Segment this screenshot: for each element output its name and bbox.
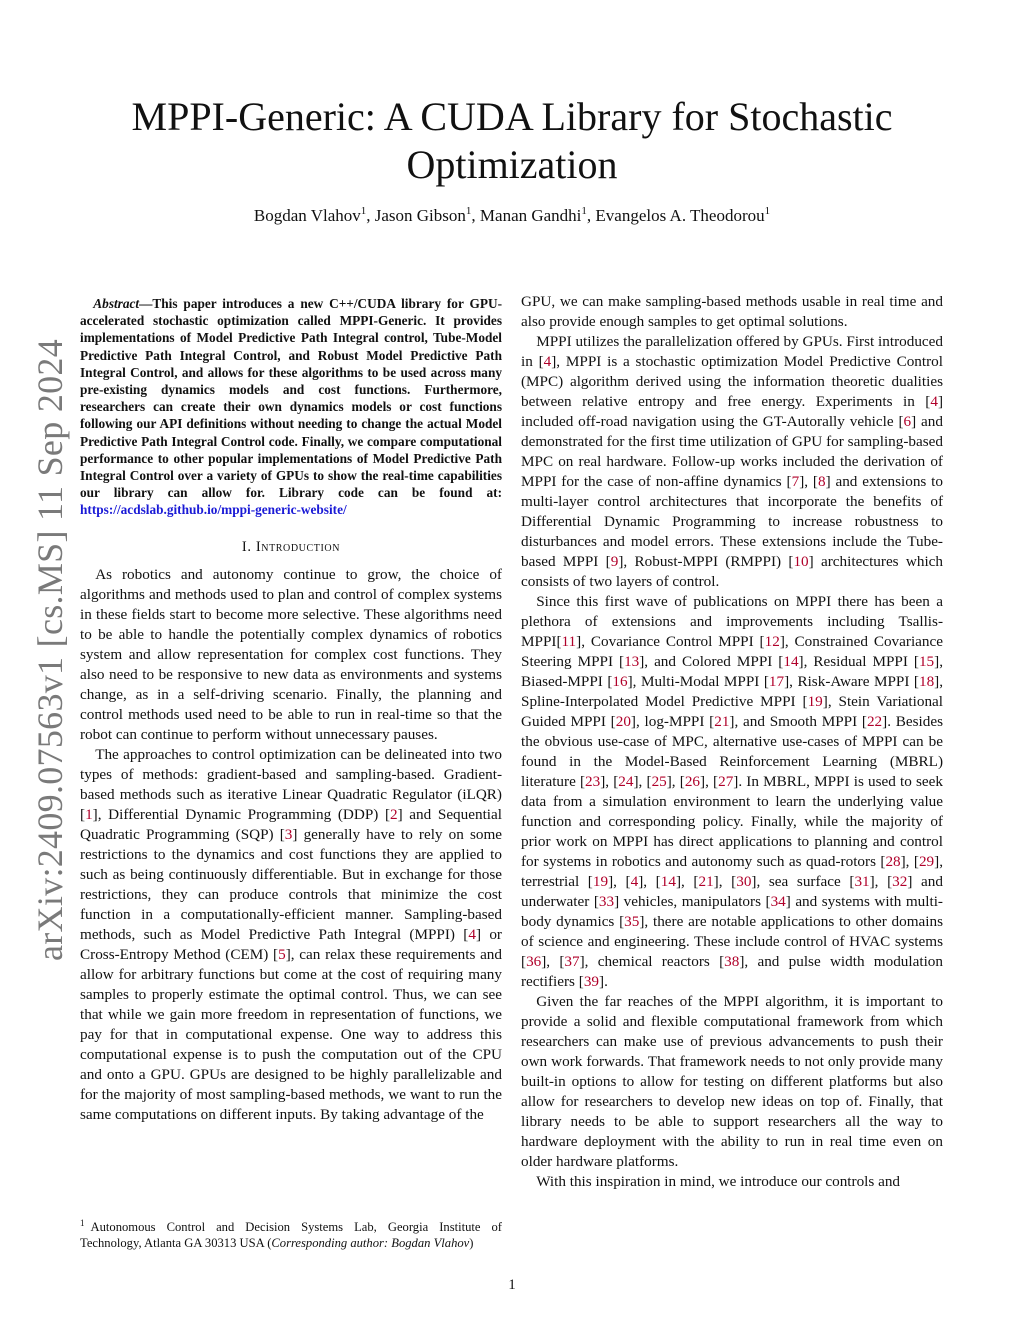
citation-link[interactable]: 38 (724, 953, 740, 970)
affiliation-mark: 1 (764, 205, 771, 217)
citation-link[interactable]: 22 (866, 713, 883, 730)
right-column (521, 292, 943, 1192)
arxiv-identifier-stamp: arXiv:2409.07563v1 [cs.MS] 11 Sep 2024 (30, 338, 70, 962)
citation-link[interactable]: 24 (618, 773, 634, 790)
author-name: Bogdan Vlahov (253, 206, 361, 225)
author-list: Bogdan Vlahov$^1$, Jason Gibson$^1$, Manan Gandhi$^1$, Evangelos A. Theodorou$^1$ (253, 205, 771, 225)
citation-link[interactable]: 12 (764, 633, 780, 650)
citation-link[interactable]: 8 (817, 473, 826, 490)
paragraph-continued: GPU, we can make sampling-based methods usable in real time and also provide enough samples to get optimal solutions. (521, 293, 943, 330)
citation-link[interactable]: 3 (284, 825, 293, 843)
abstract-label: Abstract (93, 296, 140, 311)
citation-link[interactable]: 33 (598, 893, 615, 910)
citation-link[interactable]: 39 (583, 973, 600, 990)
citation-link[interactable]: 13 (624, 653, 640, 670)
citation-link[interactable]: 9 (610, 553, 619, 570)
citation-link[interactable]: 15 (918, 653, 935, 670)
mppi-extensions-paragraph: Since this first wave of publications on MPPI there has been a plethora of extensions and improvements including Tsallis-MPPI[11], Covariance Control MPPI [12], Constrained Covariance Steering MPPI [13], and Colored MPPI [14], Residual MPPI [15], Biased-MPPI [16], Multi-Modal MPPI [17], Risk-Aware MPPI [18], Spline-Interpolated Model Predictive MPPI [19], Stein Variational Guided MPPI [20], log-MPPI [21], and Smooth MPPI [22]. Besides the obvious use-case of MPC, alternative use-cases of MPPI can be found in the Model-Based Reinforcement Learning (MBRL) literature [23], [24], [25], [26], [27]. In MBRL, MPPI is used to seek data from a simulation environment to learn the underlying value function and corresponding policy. Finally, while the majority of prior work on MPPI has direct applications to planning and control for systems in robotics and autonomy such as quad-rotors [28], [29], terrestrial [19], [4], [14], [21], [30], sea surface [31], [32] and underwater [33] vehicles, manipulators [34] and systems with multi-body dynamics [35], there are notable applications to other domains of science and engineering. These include control of HVAC systems [36], [37], chemical reactors [38], and pulse width modulation rectifiers [39]. (521, 593, 944, 990)
citation-link[interactable]: 14 (783, 653, 799, 670)
citation-link[interactable]: 31 (854, 873, 870, 890)
citation-link[interactable]: 4 (930, 393, 938, 410)
abstract-text: This paper introduces a new C++/CUDA library for GPU-accelerated stochastic optimization called MPPI-Generic. It provides implementations of Model Predictive Path Integral control, Tube-Model Predictive Path Integral Control, and Robust Model Predictive Path Integral Control, and allows for these algorithms to be used across many pre-existing dynamics models and cost functions. Furthermore, researchers can create their own dynamics models or cost functions following our API definitions without needing to change the actual Model Predictive Path Integral Control code. Finally, we compare computational performance to other popular implementations of Model Predictive Path Integral Control over a variety of GPUs to show the real-time capabilities our library can allow for. Library code can be found at: (80, 296, 502, 501)
citation-link[interactable]: 20 (615, 713, 631, 730)
citation-link[interactable]: 4 (630, 873, 639, 890)
citation-link[interactable]: 4 (468, 925, 476, 943)
citation-link[interactable]: 35 (624, 913, 640, 930)
intro-paragraph-1: As robotics and autonomy continue to grow, the choice of algorithms and methods used to plan and control of complex systems in these fields start to become more selective. These algorithms need to be able to handle the potentially complex dynamics of robotics system and allow representation for complex cost functions. They also need to be responsive to new data as environments and systems change, as in a self-driving scenario. Finally, the planning and control methods used need to be able to run in real-time so that the robot can continue to perform without unnecessary pauses. (80, 565, 502, 743)
library-website-link[interactable]: https://acdslab.github.io/mppi-generic-website/ (80, 502, 347, 518)
author-name: Evangelos A. Theodorou (595, 206, 765, 225)
author-name: Manan Gandhi (479, 206, 582, 225)
contribution-paragraph: With this inspiration in mind, we introduce our controls and (536, 1173, 901, 1190)
author-name: Jason Gibson (374, 206, 466, 225)
page-number: 1 (508, 1277, 516, 1293)
citation-link[interactable]: 2 (390, 805, 398, 823)
citation-link[interactable]: 26 (684, 773, 701, 790)
paper-title: MPPI-Generic: A CUDA Library for Stochastic Optimization (131, 94, 893, 187)
framework-motivation-paragraph: Given the far reaches of the MPPI algorithm, it is important to provide a solid and flexible computational framework from which researchers can make use of previous advancements to push their own work forwards. That framework needs to not only provide many built-in options to allow for testing on different platforms but also allow for researchers to develop new ideas on top of. Finally, that library needs to be able to support researchers all the way to hardware deployment with the ability to run in real time even on older hardware platforms. (521, 993, 943, 1170)
citation-link[interactable]: 27 (718, 773, 734, 790)
section-heading-introduction: I. Introduction (241, 538, 341, 555)
citation-link[interactable]: 19 (807, 693, 823, 710)
citation-link[interactable]: 36 (526, 953, 542, 970)
citation-link[interactable]: 29 (918, 853, 935, 870)
citation-link[interactable]: 1 (85, 805, 93, 823)
citation-link[interactable]: 25 (651, 773, 667, 790)
citation-link[interactable]: 21 (714, 713, 730, 730)
citation-link[interactable]: 4 (543, 353, 552, 370)
citation-link[interactable]: 17 (768, 673, 785, 690)
citation-link[interactable]: 19 (592, 873, 609, 890)
citation-link[interactable]: 7 (791, 473, 800, 490)
citation-link[interactable]: 37 (564, 953, 580, 970)
left-column (80, 295, 502, 1125)
affiliation-mark: 1 (465, 205, 472, 217)
citation-link[interactable]: 6 (903, 413, 912, 430)
citation-link[interactable]: 30 (736, 873, 752, 890)
footnote-mark: 1 (80, 1218, 85, 1228)
citation-link[interactable]: 11 (561, 633, 577, 650)
citation-link[interactable]: 28 (885, 853, 901, 870)
citation-link[interactable]: 23 (585, 773, 601, 790)
citation-link[interactable]: 32 (892, 873, 908, 890)
citation-link[interactable]: 16 (612, 673, 628, 690)
abstract: Abstract—This paper introduces a new C++/CUDA library for GPU-accelerated stochastic optimization called MPPI-Generic. It provides implementations of Model Predictive Path Integral control, Tube-Model Predictive Path Integral Control, and Robust Model Predictive Path Integral Control, and allows for these algorithms to be used across many pre-existing dynamics models and cost functions. Furthermore, researchers can create their own dynamics models or cost functions following our API definitions without needing to change the actual Model Predictive Path Integral Control code. Finally, we compare computational performance to other popular implementations of Model Predictive Path Integral Control over a variety of GPUs to show the real-time capabilities our library can allow for. Library code can be found at: https://acdslab.github.io/mppi-generic-website/ (80, 296, 502, 518)
citation-link[interactable]: 10 (793, 553, 809, 570)
intro-paragraph-2: The approaches to control optimization can be delineated into two types of methods: gradient-based and sampling-based. Gradient-based methods such as iterative Linear Quadratic Regulator (iLQR) [1], Differential Dynamic Programming (DDP) [2] and Sequential Quadratic Programming (SQP) [3] generally have to rely on some restrictions to the dynamics and cost functions they are applied to such as being continuously differentiable. But in exchange for those restrictions, they can produce controls that minimize the cost function in a computationally-efficient manner. Sampling-based methods, such as Model Predictive Path Integral (MPPI) [4] or Cross-Entropy Method (CEM) [5], can relax these requirements and allow for arbitrary functions but come at the cost of requiring many samples to properly estimate the optimal control. Thus, we can see that while we gain more freedom in representation of functions, we pay for that in computational expense. One way to address this computational expense is to push the computation out of the CPU and onto a GPU. GPUs are designed to be highly parallelizable and for the majority of most sampling-based methods, we want to run the same computations on different inputs. By taking advantage of the (80, 745, 502, 1123)
mppi-background-paragraph: MPPI utilizes the parallelization offered by GPUs. First introduced in [4], MPPI is a stochastic optimization Model Predictive Control (MPC) algorithm derived using the information theoretic dualities between relative entropy and free energy. Experiments in [4] included off-road navigation using the GT-Autorally vehicle [6] and demonstrated for the first time utilization of GPU for sampling-based MPC on real hardware. Follow-up works included the derivation of MPPI for the case of non-affine dynamics [7], [8] and extensions to multi-layer control architectures that incorporate the benefits of Differential Dynamic Programming to increase robustness to disturbances and model errors. These extensions include the Tube-based MPPI [9], Robust-MPPI (RMPPI) [10] architectures which consists of two layers of control. (521, 333, 944, 590)
citation-link[interactable]: 34 (770, 893, 786, 910)
citation-link[interactable]: 14 (660, 873, 676, 890)
affiliation-footnote: $^1$ Autonomous Control and Decision Systems Lab, Georgia Institute of Technology, Atlanta GA 30313 USA (Corresponding author: Bogdan Vlahov) (80, 1218, 502, 1250)
citation-link[interactable]: 18 (918, 673, 935, 690)
citation-link[interactable]: 21 (698, 873, 714, 890)
affiliation-mark: 1 (581, 205, 587, 217)
affiliation-mark: 1 (360, 205, 367, 217)
citation-link[interactable]: 5 (278, 945, 286, 963)
